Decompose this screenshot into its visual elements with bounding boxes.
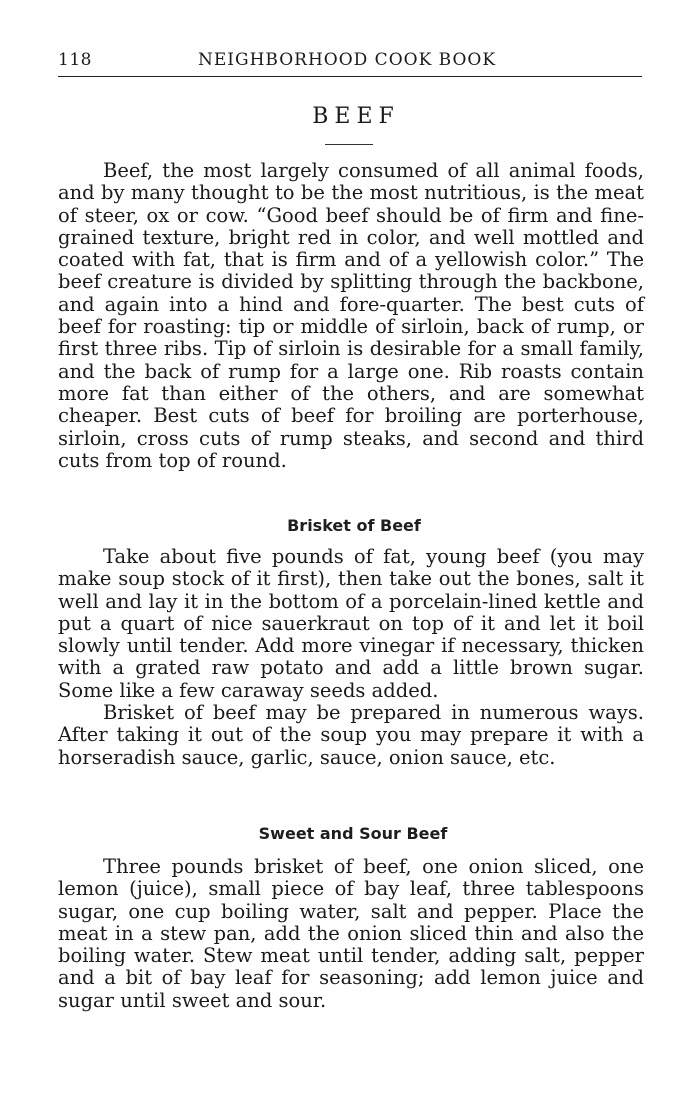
recipe-paragraph: Brisket of beef may be prepared in numerous ways. After taking it out of the soup you may prepare it with a horseradish sauce, garlic, sauce, onion sauce, etc. <box>58 701 644 769</box>
page-number: 118 <box>58 50 92 70</box>
intro-section <box>58 160 644 472</box>
recipe-heading-brisket: Brisket of Beef <box>287 516 421 535</box>
recipe-heading-sweet-sour: Sweet and Sour Beef <box>258 824 448 843</box>
intro-paragraph: Beef, the most largely consumed of all animal foods, and by many thought to be the most nutritious, is the meat of steer, ox or cow. “Good beef should be of firm and fine-grained texture, bright red in color, and well mottled and coated with fat, that is firm and of a yellowish color.” The beef creature is divided by splitting through the backbone, and again into a hind and fore-quarter. The best cuts of beef for roasting: tip or middle of sirloin, back of rump, or first three ribs. Tip of sirloin is desirable for a small family, and the back of rump for a large one. Rib roasts contain more fat than either of the others, and are somewhat cheaper. Best cuts of beef for broiling are porterhouse, sirloin, cross cuts of rump steaks, and second and third cuts from top of round. <box>58 159 644 472</box>
recipe-brisket <box>58 546 644 769</box>
header-rule <box>58 76 642 77</box>
running-header <box>58 50 642 76</box>
chapter-title: BEEF <box>312 104 400 129</box>
recipe-sweet-sour <box>58 856 644 1012</box>
running-title: NEIGHBORHOOD COOK BOOK <box>198 50 497 70</box>
recipe-paragraph: Three pounds brisket of beef, one onion sliced, one lemon (juice), small piece of bay leaf, three tablespoons sugar, one cup boiling water, salt and pepper. Place the meat in a stew pan, add the onion sliced thin and also the boiling water. Stew meat until tender, adding salt, pepper and a bit of bay leaf for seasoning; add lemon juice and sugar until sweet and sour. <box>58 855 644 1012</box>
recipe-paragraph: Take about five pounds of fat, young beef (you may make soup stock of it first), then take out the bones, salt it well and lay it in the bottom of a porcelain-lined kettle and put a quart of nice sauerkraut on top of it and let it boil slowly until tender. Add more vinegar if necessary, thicken with a grated raw potato and add a little brown sugar. Some like a few caraway seeds added. <box>58 545 644 702</box>
title-rule <box>325 144 373 145</box>
